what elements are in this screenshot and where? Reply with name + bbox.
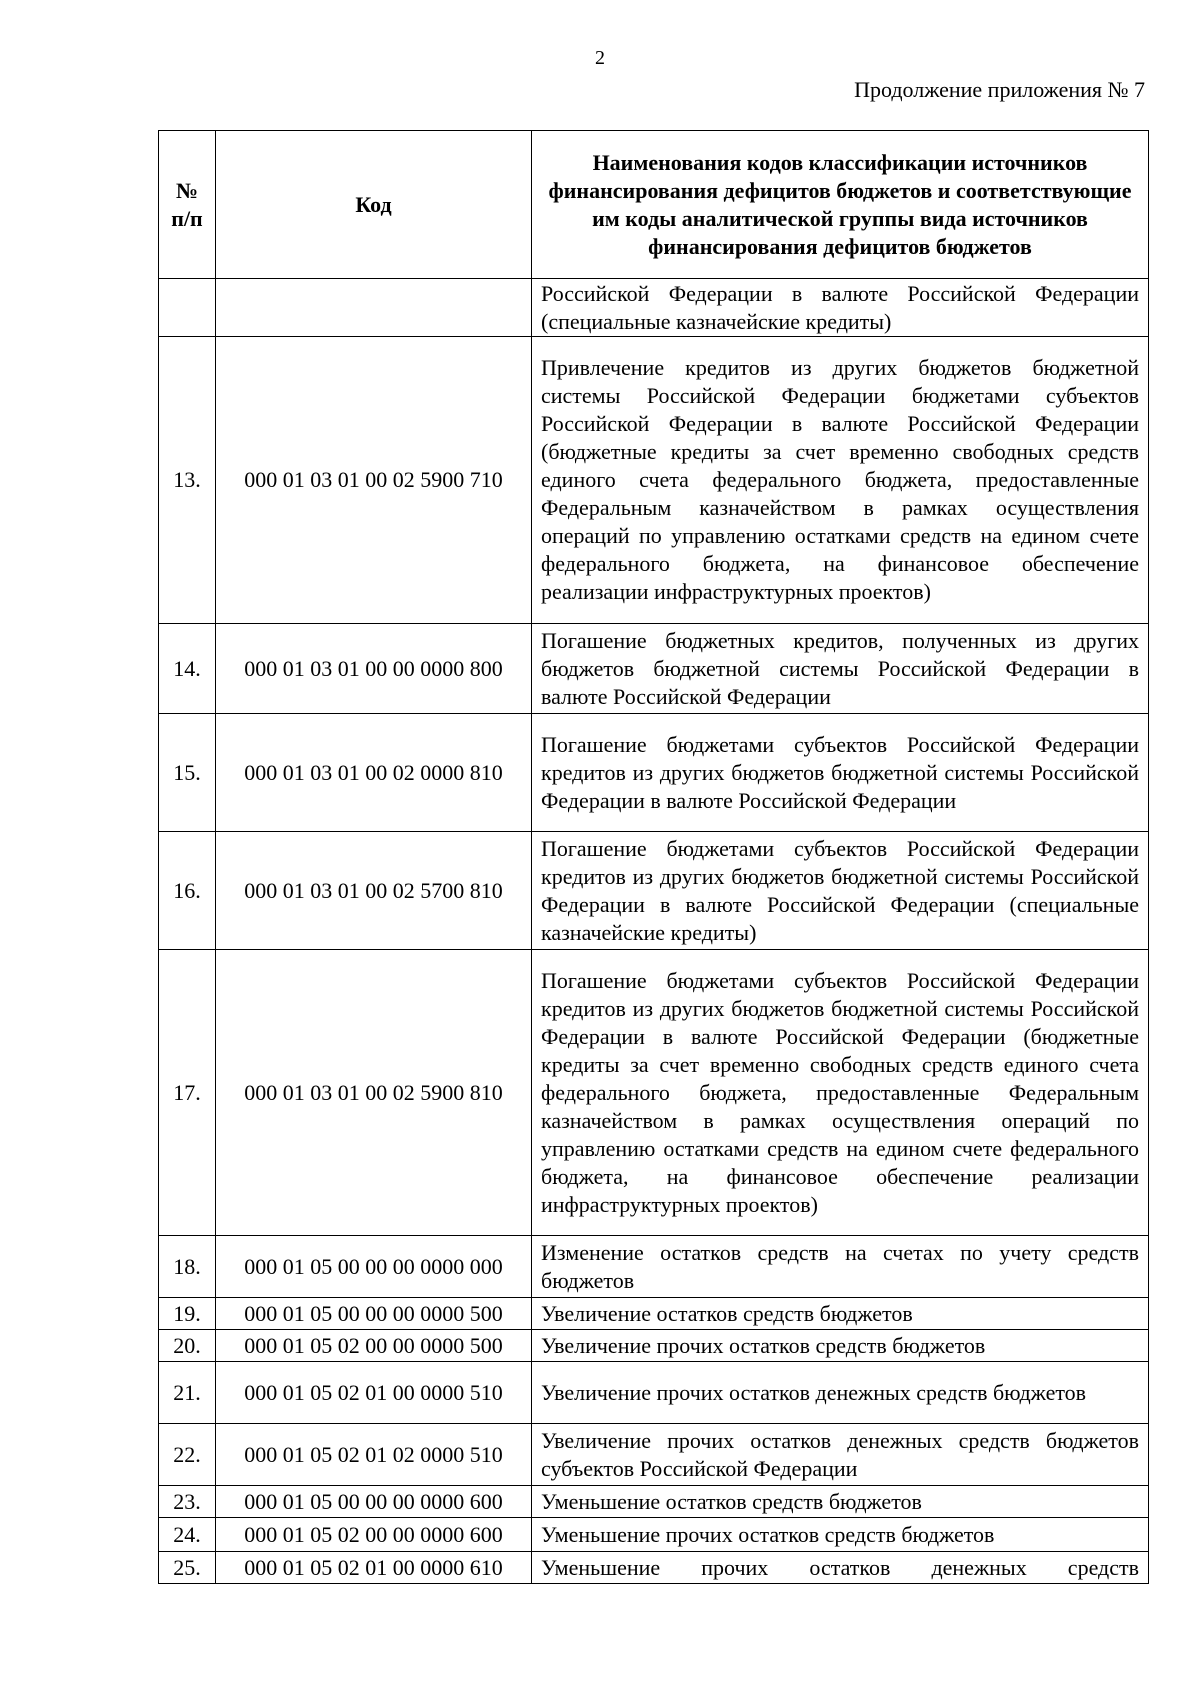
row-name: Увеличение прочих остатков средств бюджетов: [532, 1330, 1149, 1362]
row-number: 15.: [159, 714, 216, 832]
row-code: 000 01 05 02 01 00 0000 510: [216, 1362, 532, 1424]
row-number: 23.: [159, 1486, 216, 1518]
row-number: 24.: [159, 1518, 216, 1552]
row-name: Российской Федерации в валюте Российской Федерации (специальные казначейские кредиты): [532, 279, 1149, 337]
row-number: 16.: [159, 832, 216, 950]
row-number: 17.: [159, 950, 216, 1236]
row-number: 21.: [159, 1362, 216, 1424]
table-header-row: [159, 131, 1149, 279]
row-name: Погашение бюджетных кредитов, полученных из других бюджетов бюджетной системы Российской Федерации в валюте Российской Федерации: [532, 624, 1149, 714]
table-row: [159, 1424, 1149, 1486]
table-row: [159, 1298, 1149, 1330]
row-code: 000 01 05 00 00 00 0000 000: [216, 1236, 532, 1298]
row-code: 000 01 05 02 00 00 0000 500: [216, 1330, 532, 1362]
header-name: Наименования кодов классификации источников финансирования дефицитов бюджетов и соответствующие им коды аналитической группы вида источников финансирования дефицитов бюджетов: [532, 131, 1149, 279]
row-number: 14.: [159, 624, 216, 714]
row-code: 000 01 05 00 00 00 0000 600: [216, 1486, 532, 1518]
row-name: Погашение бюджетами субъектов Российской Федерации кредитов из других бюджетов бюджетной системы Российской Федерации в валюте Российской Федерации (специальные казначейские кредиты): [532, 832, 1149, 950]
row-name: Изменение остатков средств на счетах по учету средств бюджетов: [532, 1236, 1149, 1298]
row-code: 000 01 03 01 00 00 0000 800: [216, 624, 532, 714]
header-code: Код: [216, 131, 532, 279]
row-number: [159, 279, 216, 337]
row-code: 000 01 05 02 01 02 0000 510: [216, 1424, 532, 1486]
table-row: [159, 1236, 1149, 1298]
row-name: Увеличение остатков средств бюджетов: [532, 1298, 1149, 1330]
row-code: [216, 279, 532, 337]
row-number: 18.: [159, 1236, 216, 1298]
row-code: 000 01 03 01 00 02 5900 710: [216, 337, 532, 624]
row-code: 000 01 05 02 01 00 0000 610: [216, 1552, 532, 1584]
row-number: 22.: [159, 1424, 216, 1486]
row-name: Погашение бюджетами субъектов Российской Федерации кредитов из других бюджетов бюджетной системы Российской Федерации в валюте Российской Федерации (бюджетные кредиты за счет временно свободных средств единого счета федерального бюджета, предоставленные Федеральным казначейством в рамках осуществления операций по управлению остатками средств на едином счете федерального бюджета, на финансовое обеспечение реализации инфраструктурных проектов): [532, 950, 1149, 1236]
table-body: [159, 279, 1149, 1584]
table-row: [159, 1486, 1149, 1518]
row-number: 20.: [159, 1330, 216, 1362]
row-name: Погашение бюджетами субъектов Российской Федерации кредитов из других бюджетов бюджетной системы Российской Федерации в валюте Российской Федерации: [532, 714, 1149, 832]
row-name: Увеличение прочих остатков денежных средств бюджетов: [532, 1362, 1149, 1424]
row-code: 000 01 05 02 00 00 0000 600: [216, 1518, 532, 1552]
row-code: 000 01 03 01 00 02 0000 810: [216, 714, 532, 832]
row-name: Уменьшение остатков средств бюджетов: [532, 1486, 1149, 1518]
row-name: Уменьшение прочих остатков денежных средств: [532, 1552, 1149, 1584]
row-code: 000 01 05 00 00 00 0000 500: [216, 1298, 532, 1330]
table-row: [159, 714, 1149, 832]
header-number: № п/п: [159, 131, 216, 279]
table-row: [159, 624, 1149, 714]
continuation-title: Продолжение приложения № 7: [854, 77, 1145, 102]
table-row: [159, 337, 1149, 624]
row-code: 000 01 03 01 00 02 5700 810: [216, 832, 532, 950]
table-row: [159, 832, 1149, 950]
table-row: [159, 1518, 1149, 1552]
classification-table: [158, 130, 1149, 1584]
table-row: [159, 950, 1149, 1236]
row-number: 19.: [159, 1298, 216, 1330]
table-row: [159, 279, 1149, 337]
page-number: 2: [595, 47, 605, 69]
table-row: [159, 1362, 1149, 1424]
table-row: [159, 1330, 1149, 1362]
row-name: Привлечение кредитов из других бюджетов бюджетной системы Российской Федерации бюджетами субъектов Российской Федерации в валюте Российской Федерации (бюджетные кредиты за счет временно свободных средств единого счета федерального бюджета, предоставленные Федеральным казначейством в рамках осуществления операций по управлению остатками средств на едином счете федерального бюджета, на финансовое обеспечение реализации инфраструктурных проектов): [532, 337, 1149, 624]
row-name: Увеличение прочих остатков денежных средств бюджетов субъектов Российской Федерации: [532, 1424, 1149, 1486]
row-number: 25.: [159, 1552, 216, 1584]
row-code: 000 01 03 01 00 02 5900 810: [216, 950, 532, 1236]
table-row: [159, 1552, 1149, 1584]
row-number: 13.: [159, 337, 216, 624]
row-name: Уменьшение прочих остатков средств бюджетов: [532, 1518, 1149, 1552]
